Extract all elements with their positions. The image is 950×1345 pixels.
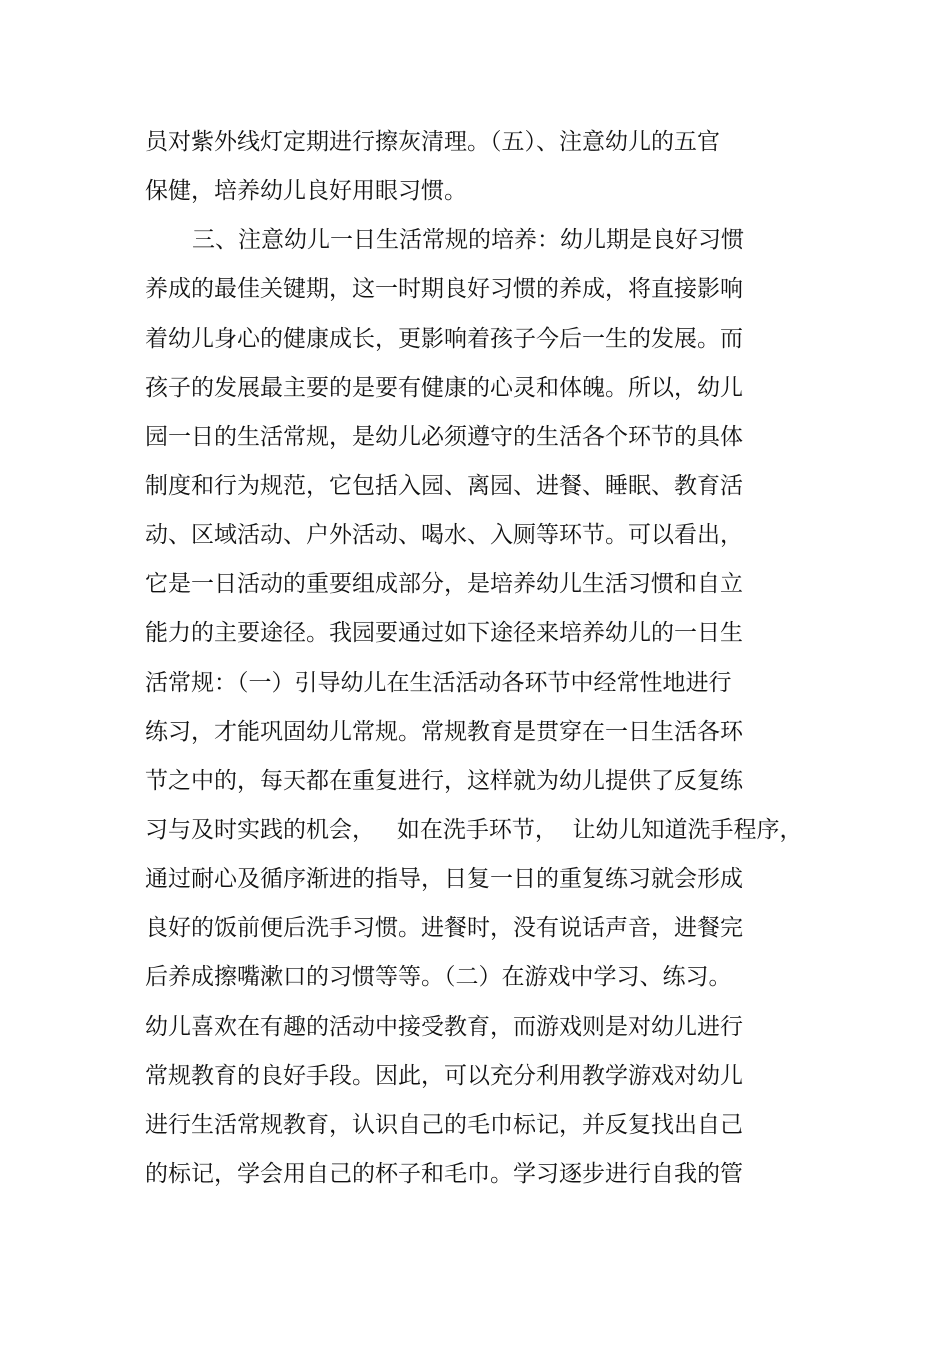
text-line: 进行生活常规教育，认识自己的毛巾标记，并反复找出自己 — [145, 1111, 743, 1138]
body-text — [145, 122, 805, 1203]
text-line: 保健，培养幼儿良好用眼习惯。 — [145, 178, 467, 205]
text-line: 制度和行为规范，它包括入园、离园、进餐、睡眠、教育活 — [145, 472, 743, 499]
text-line: 良好的饭前便后洗手习惯。进餐时，没有说话声音，进餐完 — [145, 915, 743, 942]
text-line: 养成的最佳关键期，这一时期良好习惯的养成，将直接影响 — [145, 276, 743, 303]
text-line: 练习，才能巩固幼儿常规。常规教育是贯穿在一日生活各环 — [145, 718, 743, 745]
text-line: 后养成擦嘴漱口的习惯等等。（二）在游戏中学习、练习。 — [145, 964, 732, 991]
text-line: 能力的主要途径。我园要通过如下途径来培养幼儿的一日生 — [145, 620, 743, 647]
text-line: 着幼儿身心的健康成长，更影响着孩子今后一生的发展。而 — [145, 325, 743, 352]
text-line: 园一日的生活常规，是幼儿必须遵守的生活各个环节的具体 — [145, 423, 743, 450]
text-line: 习与及时实践的机会， 如在洗手环节， 让幼儿知道洗手程序， — [145, 816, 803, 843]
text-line: 动、区域活动、户外活动、喝水、入厕等环节。可以看出， — [145, 522, 743, 549]
text-line: 活常规：（一）引导幼儿在生活活动各环节中经常性地进行 — [145, 669, 732, 696]
text-line: 通过耐心及循序渐进的指导，日复一日的重复练习就会形成 — [145, 866, 743, 893]
text-line: 的标记，学会用自己的杯子和毛巾。学习逐步进行自我的管 — [145, 1160, 743, 1187]
text-line: 员对紫外线灯定期进行擦灰清理。（五）、注意幼儿的五官 — [145, 129, 720, 155]
text-line: 常规教育的良好手段。因此，可以充分利用教学游戏对幼儿 — [145, 1062, 743, 1089]
text-line: 节之中的，每天都在重复进行，这样就为幼儿提供了反复练 — [145, 767, 743, 794]
text-line: 孩子的发展最主要的是要有健康的心灵和体魄。所以，幼儿 — [145, 374, 743, 401]
text-line: 幼儿喜欢在有趣的活动中接受教育，而游戏则是对幼儿进行 — [145, 1013, 743, 1040]
paragraph-start-line: 三、注意幼儿一日生活常规的培养：幼儿期是良好习惯 — [192, 227, 744, 254]
text-line: 它是一日活动的重要组成部分，是培养幼儿生活习惯和自立 — [145, 571, 743, 598]
